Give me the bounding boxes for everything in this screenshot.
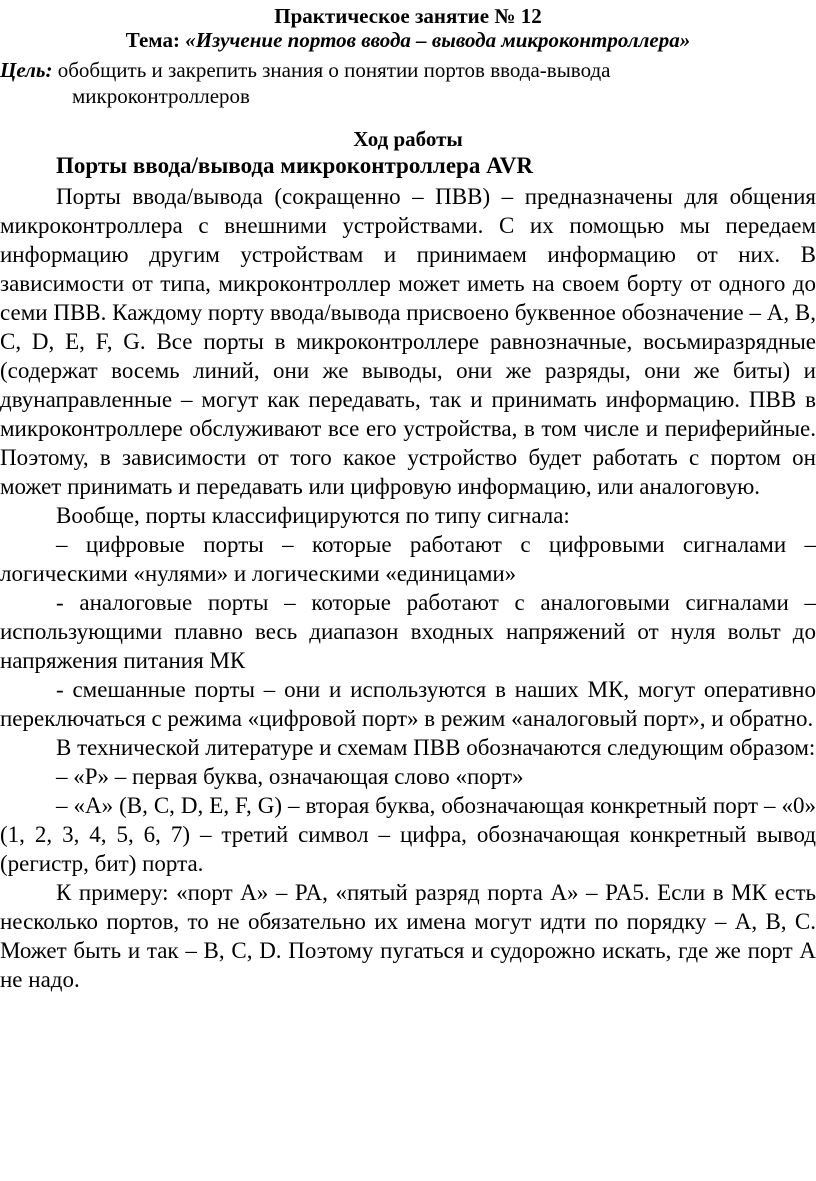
lesson-topic: [0, 28, 816, 52]
goal-text-1: обобщить и закрепить знания о понятии портов ввода-вывода: [52, 58, 611, 82]
topic-label: Тема:: [125, 28, 186, 52]
section-heading: Порты ввода/вывода микроконтроллера AVR: [56, 153, 533, 178]
paragraph: Порты ввода/вывода (сокращенно – ПВВ) – предназначены для общения микроконтроллера с внешними устройствами. С их помощью мы передаем информацию другим устройствам и принимаем информацию от них. В зависимости от типа, микроконтроллер может иметь на своем борту от одного до семи ПВВ. Каждому порту ввода/вывода присвоено буквенное обозначение – A, B, C, D, E, F, G. Все порты в микроконтроллере равнозначные, восьмиразрядные (содержат восемь линий, они же выводы, они же разряды, они же биты) и двунаправленные – могут как передавать, так и принимать информацию. ПВВ в микроконтроллере обслуживают все его устройства, в том числе и периферийные. Поэтому, в зависимости от того какое устройство будет работать с портом он может принимать и передавать или цифровую информацию, или аналоговую.: [0, 184, 816, 499]
paragraph: – «A» (B, C, D, E, F, G) – вторая буква, обозначающая конкретный порт – «0» (1, 2, 3, 4, 5, 6, 7) – третий символ – цифра, обозначающая конкретный вывод (регистр, бит) порта.: [0, 793, 816, 876]
topic-text: «Изучение портов ввода – вывода микроконтроллера»: [185, 28, 691, 52]
progress-heading: Ход работы: [353, 127, 463, 151]
paragraph: – «P» – первая буква, означающая слово «порт»: [56, 764, 524, 789]
paragraph: В технической литературе и схемам ПВВ обозначаются следующим образом:: [56, 735, 816, 760]
document-body: [0, 182, 816, 994]
paragraph: – цифровые порты – которые работают с цифровыми сигналами – логическими «нулями» и логическими «единицами»: [0, 532, 816, 586]
paragraph: - смешанные порты – они и используются в наших МК, могут оперативно переключаться с режима «цифровой порт» в режим «аналоговый порт», и обратно.: [0, 677, 816, 731]
goal-text-2: микроконтроллеров: [72, 84, 250, 108]
goal-line: [0, 57, 610, 83]
paragraph: - аналоговые порты – которые работают с аналоговыми сигналами – использующими плавно весь диапазон входных напряжений от нуля вольт до напряжения питания МК: [0, 590, 816, 673]
paragraph: К примеру: «порт А» – PA, «пятый разряд порта А» – PA5. Если в МК есть несколько портов, то не обязательно их имена могут идти по порядку – A, B, C. Может быть и так – B, C, D. Поэтому пугаться и судорожно искать, где же порт А не надо.: [0, 880, 816, 992]
paragraph: Вообще, порты классифицируются по типу сигнала:: [56, 503, 570, 528]
lesson-title: Практическое занятие № 12: [274, 4, 542, 28]
goal-label: Цель:: [0, 58, 53, 82]
